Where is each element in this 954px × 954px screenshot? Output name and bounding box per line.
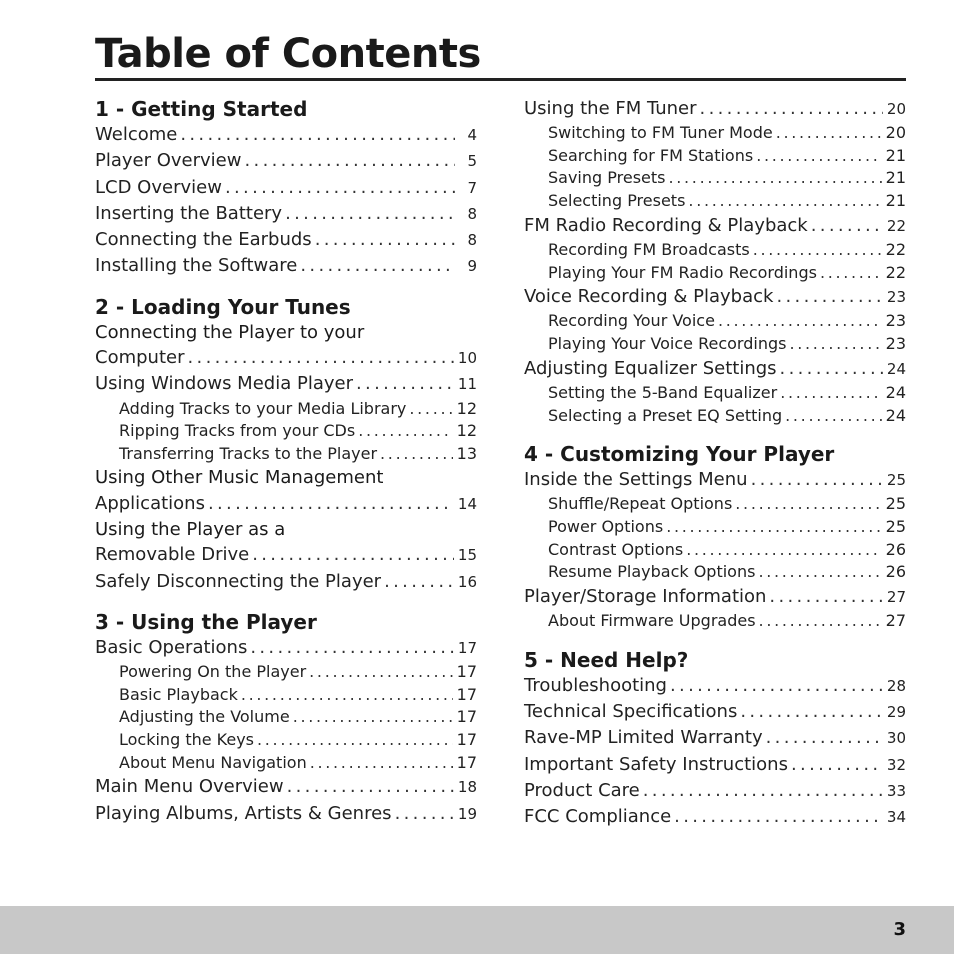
entry-title: Selecting Presets — [548, 191, 686, 211]
toc-entry-ripping-tracks-from-your-cds[interactable] — [95, 420, 477, 443]
entry-title: Rave-MP Limited Warranty — [524, 727, 763, 749]
dot-leader — [293, 706, 453, 729]
dot-leader — [252, 542, 454, 567]
toc-entry-installing-the-software[interactable] — [95, 253, 477, 279]
entry-page-number: 24 — [885, 405, 906, 425]
dot-leader — [735, 493, 881, 516]
entry-page-number: 23 — [885, 311, 906, 331]
entry-page-number: 25 — [886, 471, 906, 490]
toc-entry-line1: Using Other Music Management — [95, 467, 384, 489]
entry-page-number: 10 — [457, 349, 477, 368]
entry-page-number: 22 — [885, 239, 906, 259]
entry-page-number: 12 — [456, 421, 477, 441]
toc-entry-fcc-compliance[interactable] — [524, 804, 906, 830]
entry-page-number: 11 — [457, 375, 477, 394]
toc-entry-saving-presets[interactable] — [524, 167, 906, 190]
dot-leader — [310, 752, 453, 775]
entry-page-number: 12 — [456, 398, 477, 418]
toc-entry-recording-fm-broadcasts[interactable] — [524, 239, 906, 262]
dot-leader — [668, 167, 881, 190]
dot-leader — [780, 382, 881, 405]
dot-leader — [776, 284, 882, 309]
entry-title: Applications — [95, 492, 205, 514]
dot-leader — [789, 333, 881, 356]
entry-title: Shuffle/Repeat Options — [548, 494, 733, 514]
dot-leader — [643, 778, 883, 803]
toc-entry-setting-the-5-band-equalizer[interactable] — [524, 382, 906, 405]
dot-leader — [250, 635, 454, 660]
toc-entry-connecting-the-earbuds[interactable] — [95, 227, 477, 253]
section-heading: 5 - Need Help? — [524, 647, 689, 672]
entry-title: FCC Compliance — [524, 806, 672, 828]
dot-leader — [686, 539, 881, 562]
toc-entry-adjusting-equalizer-settings[interactable] — [524, 356, 906, 382]
dot-leader — [225, 175, 455, 200]
toc-entry-power-options[interactable] — [524, 516, 906, 539]
dot-leader — [811, 213, 883, 238]
toc-entry-inserting-the-battery[interactable] — [95, 201, 477, 227]
entry-page-number: 20 — [886, 100, 906, 118]
entry-title: Player Overview — [95, 150, 242, 172]
entry-page-number: 32 — [886, 755, 906, 774]
entry-page-number: 17 — [456, 684, 477, 704]
page-number: 3 — [893, 919, 906, 940]
toc-entry-technical-specifications[interactable] — [524, 699, 906, 725]
entry-page-number: 33 — [886, 781, 906, 800]
dot-leader — [780, 356, 883, 381]
toc-section — [524, 441, 906, 633]
toc-entry-about-menu-navigation[interactable] — [95, 752, 477, 775]
entry-page-number: 28 — [886, 676, 906, 695]
toc-entry-fm-radio-recording-and-playback[interactable] — [524, 213, 906, 239]
entry-page-number: 25 — [885, 494, 906, 514]
entry-title: Recording Your Voice — [548, 311, 715, 331]
entry-title: Selecting a Preset EQ Setting — [548, 405, 783, 425]
dot-leader — [285, 201, 455, 226]
dot-leader — [395, 801, 454, 826]
entry-page-number: 19 — [457, 804, 477, 823]
entry-title: Recording FM Broadcasts — [548, 239, 750, 259]
toc-entry-using-windows-media-player[interactable] — [95, 371, 477, 397]
toc-entry-welcome[interactable] — [95, 122, 477, 148]
entry-title: Troubleshooting — [524, 674, 667, 696]
entry-page-number: 8 — [467, 231, 477, 250]
entry-title: Adjusting the Volume — [119, 707, 290, 727]
entry-page-number: 25 — [885, 517, 906, 537]
dot-leader — [380, 443, 453, 466]
entry-title: Connecting the Earbuds — [95, 229, 312, 251]
entry-page-number: 17 — [456, 730, 477, 750]
entry-page-number: 16 — [457, 572, 477, 591]
dot-leader — [180, 122, 455, 147]
entry-page-number: 17 — [457, 638, 477, 657]
entry-title: Computer — [95, 347, 185, 369]
dot-leader — [241, 684, 453, 707]
entry-title: Power Options — [548, 517, 664, 537]
toc-entry-important-safety-instructions[interactable] — [524, 752, 906, 778]
entry-page-number: 24 — [885, 382, 906, 402]
entry-title: Welcome — [95, 124, 178, 145]
toc-section — [524, 96, 906, 427]
toc-entry-applications[interactable] — [95, 491, 477, 517]
toc-entry-product-care[interactable] — [524, 778, 906, 804]
toc-section — [95, 609, 477, 827]
entry-page-number: 27 — [885, 611, 906, 631]
dot-leader — [766, 725, 883, 750]
dot-leader — [244, 148, 455, 173]
dot-leader — [409, 398, 452, 421]
entry-title: Using the FM Tuner — [524, 98, 697, 119]
entry-title: Powering On the Player — [119, 662, 307, 682]
toc-entry-inside-the-settings-menu[interactable] — [524, 467, 906, 493]
section-heading: 3 - Using the Player — [95, 609, 317, 634]
toc-entry-player-storage-information[interactable] — [524, 584, 906, 610]
dot-leader — [785, 405, 882, 428]
toc-right-column — [524, 96, 906, 844]
entry-title: Voice Recording & Playback — [524, 286, 774, 308]
entry-title: Playing Your Voice Recordings — [548, 334, 787, 354]
entry-title: About Menu Navigation — [119, 752, 307, 772]
toc-entry-recording-your-voice[interactable] — [524, 310, 906, 333]
toc-entry-basic-playback[interactable] — [95, 684, 477, 707]
page-title: Table of Contents — [95, 30, 906, 81]
toc-entry-playing-your-fm-radio-recordings[interactable] — [524, 262, 906, 285]
entry-title: Important Safety Instructions — [524, 753, 788, 775]
toc-entry-selecting-presets[interactable] — [524, 190, 906, 213]
toc-entry-main-menu-overview[interactable] — [95, 774, 477, 800]
entry-title: Switching to FM Tuner Mode — [548, 123, 773, 143]
dot-leader — [300, 253, 455, 278]
entry-title: Main Menu Overview — [95, 776, 284, 798]
section-heading: 2 - Loading Your Tunes — [95, 294, 351, 319]
entry-page-number: 23 — [885, 334, 906, 354]
toc-entry-line1: Connecting the Player to your — [95, 321, 365, 343]
entry-title: Adding Tracks to your Media Library — [119, 398, 407, 418]
toc-entry-player-overview[interactable] — [95, 148, 477, 174]
dot-leader — [820, 262, 882, 285]
entry-title: Adjusting Equalizer Settings — [524, 357, 777, 379]
dot-leader — [756, 145, 881, 168]
entry-title: Product Care — [524, 779, 640, 801]
toc-section — [524, 647, 906, 831]
entry-page-number: 22 — [885, 262, 906, 282]
toc-entry-removable-drive[interactable] — [95, 542, 477, 568]
dot-leader — [688, 190, 881, 213]
entry-title: Inserting the Battery — [95, 202, 283, 224]
section-heading: 1 - Getting Started — [95, 97, 308, 121]
entry-title: Setting the 5-Band Equalizer — [548, 382, 778, 402]
entry-page-number: 18 — [457, 778, 477, 797]
dot-leader — [187, 345, 453, 370]
entry-title: Basic Operations — [95, 636, 248, 658]
entry-page-number: 17 — [456, 662, 477, 682]
toc-entry-lcd-overview[interactable] — [95, 175, 477, 201]
dot-leader — [309, 661, 452, 684]
entry-page-number: 17 — [456, 707, 477, 727]
dot-leader — [384, 569, 454, 594]
dot-leader — [700, 96, 883, 121]
toc-entry-searching-for-fm-stations[interactable] — [524, 145, 906, 168]
dot-leader — [759, 610, 882, 633]
toc-entry-basic-operations[interactable] — [95, 635, 477, 661]
entry-title: Playing Albums, Artists & Genres — [95, 802, 392, 824]
entry-title: Player/Storage Information — [524, 585, 767, 607]
entry-page-number: 7 — [467, 178, 477, 197]
toc-entry-shuffle-repeat-options[interactable] — [524, 493, 906, 516]
entry-title: LCD Overview — [95, 176, 222, 198]
dot-leader — [769, 584, 882, 609]
toc-entry-computer[interactable] — [95, 345, 477, 371]
entry-page-number: 26 — [885, 539, 906, 559]
dot-leader — [315, 227, 455, 252]
dot-leader — [257, 729, 453, 752]
toc-section — [95, 294, 477, 595]
entry-page-number: 23 — [886, 288, 906, 307]
entry-title: Searching for FM Stations — [548, 145, 754, 165]
entry-page-number: 34 — [886, 808, 906, 827]
toc-entry-playing-your-voice-recordings[interactable] — [524, 333, 906, 356]
entry-title: Locking the Keys — [119, 730, 254, 750]
entry-page-number: 27 — [886, 587, 906, 606]
dot-leader — [670, 673, 883, 698]
dot-leader — [287, 774, 454, 799]
footer-bar — [0, 906, 954, 954]
entry-title: Installing the Software — [95, 255, 298, 277]
dot-leader — [358, 420, 452, 443]
entry-title: Inside the Settings Menu — [524, 469, 748, 491]
entry-title: Removable Drive — [95, 544, 250, 566]
entry-page-number: 24 — [886, 359, 906, 378]
toc-entry-troubleshooting[interactable] — [524, 673, 906, 699]
toc-entry-transferring-tracks-to-the-player[interactable] — [95, 443, 477, 466]
dot-leader — [208, 491, 454, 516]
entry-title: Saving Presets — [548, 168, 666, 188]
toc-entry-resume-playback-options[interactable] — [524, 561, 906, 584]
dot-leader — [751, 467, 883, 492]
section-heading: 4 - Customizing Your Player — [524, 442, 835, 467]
toc-entry-adding-tracks-to-your-media-library[interactable] — [95, 398, 477, 421]
dot-leader — [666, 516, 881, 539]
entry-page-number: 22 — [886, 216, 906, 235]
dot-leader — [758, 561, 881, 584]
toc-entry-locking-the-keys[interactable] — [95, 729, 477, 752]
entry-page-number: 13 — [456, 443, 477, 463]
entry-page-number: 4 — [467, 126, 477, 144]
entry-page-number: 30 — [886, 729, 906, 748]
toc-entry-line1: Using the Player as a — [95, 519, 286, 541]
toc-entry-powering-on-the-player[interactable] — [95, 661, 477, 684]
entry-page-number: 29 — [886, 702, 906, 721]
entry-page-number: 20 — [885, 123, 906, 143]
dot-leader — [776, 122, 882, 145]
dot-leader — [356, 371, 454, 396]
entry-page-number: 9 — [467, 257, 477, 276]
entry-page-number: 21 — [885, 191, 906, 211]
dot-leader — [791, 752, 883, 777]
toc-left-column — [95, 96, 477, 841]
entry-title: Transferring Tracks to the Player — [119, 443, 378, 463]
entry-title: FM Radio Recording & Playback — [524, 214, 808, 236]
dot-leader — [718, 310, 882, 333]
entry-title: Safely Disconnecting the Player — [95, 570, 382, 592]
toc-entry-playing-albums-artists-and-genres[interactable] — [95, 801, 477, 827]
entry-title: Ripping Tracks from your CDs — [119, 421, 356, 441]
dot-leader — [674, 804, 883, 829]
entry-title: Resume Playback Options — [548, 562, 756, 582]
entry-title: Basic Playback — [119, 684, 238, 704]
toc-entry-about-firmware-upgrades[interactable] — [524, 610, 906, 633]
toc-entry-selecting-a-preset-eq-setting[interactable] — [524, 405, 906, 428]
entry-page-number: 21 — [885, 168, 906, 188]
toc-entry-switching-to-fm-tuner-mode[interactable] — [524, 122, 906, 145]
entry-page-number: 15 — [457, 546, 477, 565]
toc-entry-voice-recording-and-playback[interactable] — [524, 284, 906, 310]
entry-title: About Firmware Upgrades — [548, 611, 756, 631]
toc-entry-adjusting-the-volume[interactable] — [95, 706, 477, 729]
toc-entry-rave-mp-limited-warranty[interactable] — [524, 725, 906, 751]
entry-title: Contrast Options — [548, 539, 684, 559]
toc-entry-using-the-fm-tuner[interactable] — [524, 96, 906, 122]
entry-page-number: 17 — [456, 752, 477, 772]
toc-section — [95, 96, 477, 280]
entry-title: Technical Specifications — [524, 700, 738, 722]
entry-page-number: 14 — [457, 494, 477, 513]
entry-title: Using Windows Media Player — [95, 373, 353, 395]
entry-page-number: 8 — [467, 204, 477, 223]
toc-entry-safely-disconnecting-the-player[interactable] — [95, 569, 477, 595]
toc-entry-contrast-options[interactable] — [524, 539, 906, 562]
entry-title: Playing Your FM Radio Recordings — [548, 262, 817, 282]
entry-page-number: 5 — [467, 152, 477, 171]
entry-page-number: 26 — [885, 562, 906, 582]
entry-page-number: 21 — [885, 145, 906, 165]
dot-leader — [740, 699, 883, 724]
dot-leader — [753, 239, 882, 262]
